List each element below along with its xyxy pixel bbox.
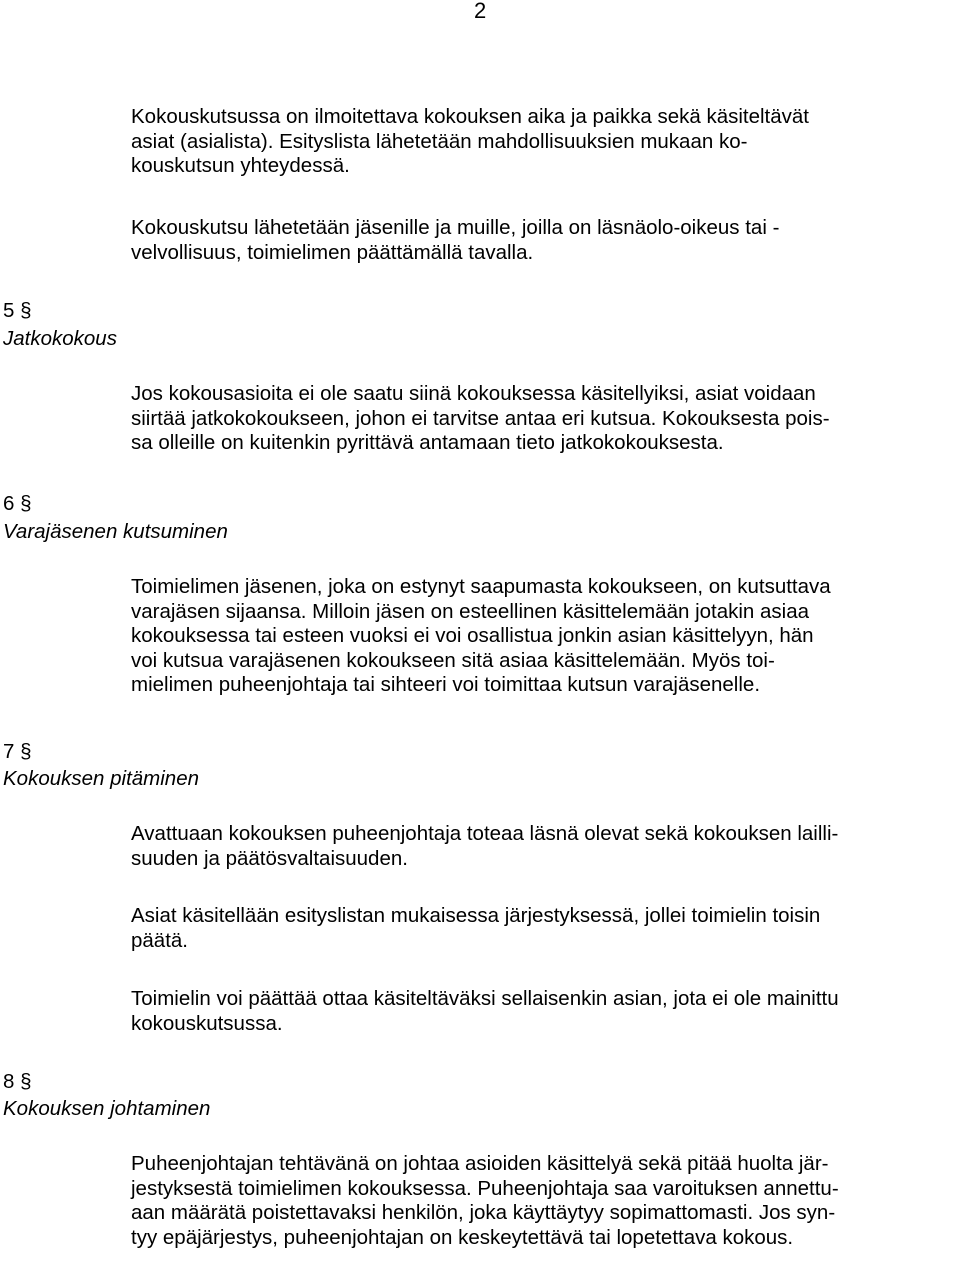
intro-paragraph-1	[131, 105, 957, 179]
text-line: sa olleille on kuitenkin pyrittävä antamaan tieto jatkokokouksesta.	[131, 431, 724, 454]
section-5-paragraph-1	[131, 382, 957, 456]
section-8-paragraph-1	[131, 1152, 957, 1250]
page-number: 2	[474, 0, 487, 23]
section-8-number: 8 §	[3, 1070, 32, 1093]
section-8-title: Kokouksen johtaminen	[3, 1097, 211, 1120]
text-line: Toimielin voi päättää ottaa käsiteltäväksi sellaisenkin asian, jota ei ole mainittu	[131, 987, 839, 1010]
section-6-paragraph-1	[131, 575, 957, 698]
text-line: kouskutsun yhteydessä.	[131, 154, 350, 177]
section-7-paragraph-1	[131, 822, 957, 871]
text-line: voi kutsua varajäsenen kokoukseen sitä asiaa käsittelemään. Myös toi-	[131, 648, 775, 672]
section-6-number: 6 §	[3, 492, 32, 515]
section-5-number: 5 §	[3, 299, 32, 322]
text-line: asiat (asialista). Esityslista lähetetään mahdollisuuksien mukaan ko-	[131, 129, 748, 153]
text-line: kokouskutsussa.	[131, 1011, 283, 1035]
text-line: tyy epäjärjestys, puheenjohtajan on keskeytettävä tai lopetettava kokous.	[131, 1225, 794, 1249]
text-line: Kokouskutsu lähetetään jäsenille ja muille, joilla on läsnäolo-oikeus tai -	[131, 216, 780, 239]
section-7-paragraph-3	[131, 987, 957, 1036]
text-line: aan määrätä poistettavaksi henkilön, joka käyttäytyy sopimattomasti. Jos syn-	[131, 1201, 836, 1224]
section-6-title: Varajäsenen kutsuminen	[3, 520, 228, 543]
section-7-title: Kokouksen pitäminen	[3, 767, 200, 790]
text-line: siirtää jatkokokoukseen, johon ei tarvitse antaa eri kutsua. Kokouksesta pois-	[131, 406, 830, 430]
text-line: velvollisuus, toimielimen päättämällä tavalla.	[131, 240, 534, 264]
text-line: mielimen puheenjohtaja tai sihteeri voi toimittaa kutsun varajäsenelle.	[131, 673, 761, 696]
intro-paragraph-2	[131, 216, 957, 265]
text-line: Toimielimen jäsenen, joka on estynyt saapumasta kokoukseen, on kutsuttava	[131, 575, 831, 598]
text-line: Kokouskutsussa on ilmoitettava kokouksen aika ja paikka sekä käsiteltävät	[131, 105, 810, 128]
text-line: varajäsen sijaansa. Milloin jäsen on esteellinen käsittelemään jotakin asiaa	[131, 599, 810, 623]
text-line: suuden ja päätösvaltaisuuden.	[131, 846, 408, 870]
text-line: päätä.	[131, 928, 188, 952]
section-7-paragraph-2	[131, 904, 957, 953]
section-5-title: Jatkokokous	[3, 327, 117, 350]
text-line: Asiat käsitellään esityslistan mukaisessa järjestyksessä, jollei toimielin toisin	[131, 904, 821, 927]
section-7-number: 7 §	[3, 740, 32, 763]
text-line: Avattuaan kokouksen puheenjohtaja toteaa läsnä olevat sekä kokouksen lailli-	[131, 822, 839, 845]
text-line: Puheenjohtajan tehtävänä on johtaa asioiden käsittelyä sekä pitää huolta jär-	[131, 1152, 829, 1175]
text-line: Jos kokousasioita ei ole saatu siinä kokouksessa käsitellyiksi, asiat voidaan	[131, 382, 816, 405]
text-line: kokouksessa tai esteen vuoksi ei voi osallistua jonkin asian käsittelyyn, hän	[131, 624, 814, 647]
text-line: jestyksestä toimielimen kokouksessa. Puheenjohtaja saa varoituksen annettu-	[131, 1176, 839, 1200]
